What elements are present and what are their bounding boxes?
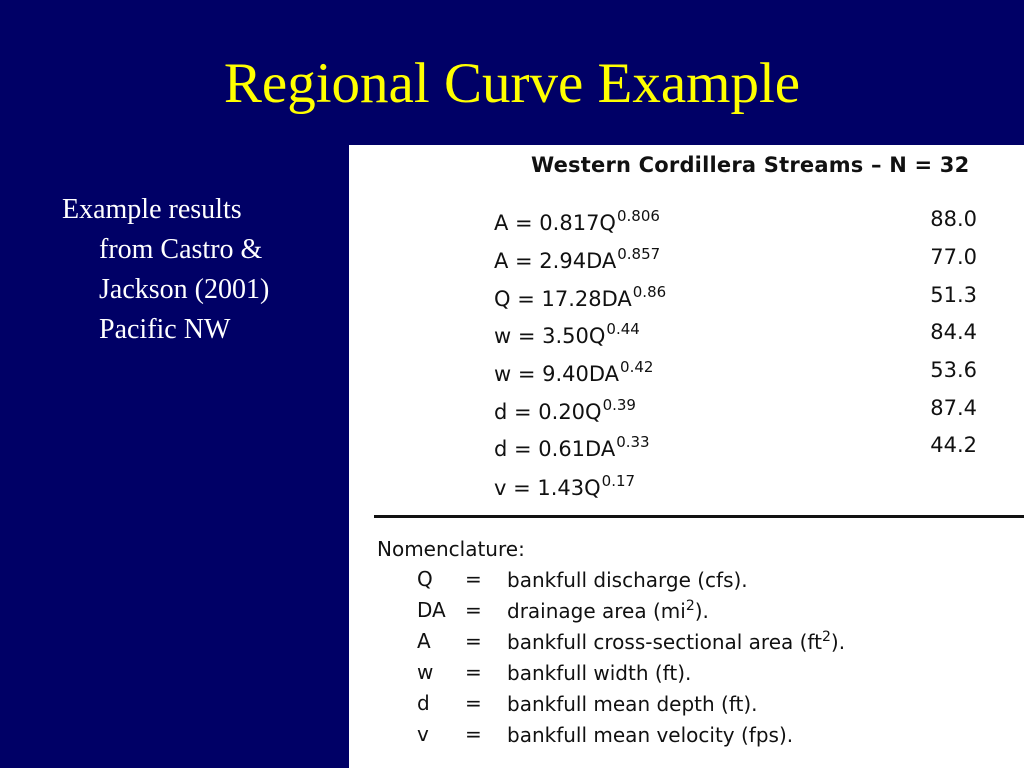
r-squared-value: 44.2 xyxy=(930,433,977,457)
equation: $Q = 17.28DA^{0.86}$ xyxy=(494,283,667,311)
equation: $d = 0.61DA^{0.33}$ xyxy=(494,433,650,461)
nomenclature-symbol: Q xyxy=(417,567,433,591)
equals-sign: = xyxy=(465,660,482,684)
nomenclature-row xyxy=(417,691,977,721)
bullet-text xyxy=(62,190,332,350)
nomenclature-row xyxy=(417,722,977,752)
equation: $A = 0.817Q^{0.806}$ xyxy=(494,207,660,235)
nomenclature-definition: drainage area $(mi^2)$. xyxy=(507,598,709,623)
r-squared-value: 51.3 xyxy=(930,283,977,307)
nomenclature-definition: bankfull mean velocity (fps). xyxy=(507,723,794,747)
bullet-line: Jackson (2001) xyxy=(99,274,270,305)
r-squared-value: 87.4 xyxy=(930,396,977,420)
equation: $A = 2.94DA^{0.857}$ xyxy=(494,245,661,273)
nomenclature-definition: bankfull mean depth (ft). xyxy=(507,692,758,716)
equals-sign: = xyxy=(465,629,482,653)
r-squared-value: 53.6 xyxy=(930,358,977,382)
nomenclature-definition: bankfull width (ft). xyxy=(507,661,692,685)
equation-row xyxy=(494,283,994,319)
r-squared-value: 84.4 xyxy=(930,320,977,344)
nomenclature-symbol: A xyxy=(417,629,431,653)
equals-sign: = xyxy=(465,567,482,591)
nomenclature-heading: Nomenclature: xyxy=(377,537,525,561)
slide-title: Regional Curve Example xyxy=(223,52,801,115)
nomenclature-row xyxy=(417,567,977,597)
nomenclature-definition: bankfull discharge (cfs). xyxy=(507,568,748,592)
nomenclature-definition: bankfull cross-sectional area $(ft^2)$. xyxy=(507,629,846,654)
equation-row xyxy=(494,358,994,394)
equation-row xyxy=(494,320,994,356)
equals-sign: = xyxy=(465,598,482,622)
nomenclature-row xyxy=(417,660,977,690)
equation-row xyxy=(494,207,994,243)
bullet-line: Example results xyxy=(62,194,242,225)
table-divider xyxy=(374,515,1024,518)
equation-row xyxy=(494,396,994,432)
nomenclature-symbol: w xyxy=(417,660,434,684)
equation-row xyxy=(494,245,994,281)
nomenclature-symbol: d xyxy=(417,691,430,715)
bullet-line: Pacific NW xyxy=(99,314,231,345)
equals-sign: = xyxy=(465,691,482,715)
equation-row xyxy=(494,433,994,469)
table-heading: Western Cordillera Streams – N = 32 xyxy=(531,153,970,177)
nomenclature-row xyxy=(417,598,977,628)
regression-table-image xyxy=(349,145,1024,768)
r-squared-value: 77.0 xyxy=(930,245,977,269)
nomenclature-symbol: v xyxy=(417,722,429,746)
equation: $w = 3.50Q^{0.44}$ xyxy=(494,320,640,348)
bullet-line: from Castro & xyxy=(99,234,263,265)
equation: $v = 1.43Q^{0.17}$ xyxy=(494,472,636,500)
nomenclature-symbol: DA xyxy=(417,598,446,622)
equals-sign: = xyxy=(465,722,482,746)
equation: $d = 0.20Q^{0.39}$ xyxy=(494,396,636,424)
equation: $w = 9.40DA^{0.42}$ xyxy=(494,358,654,386)
equation-row xyxy=(494,472,994,508)
nomenclature-row xyxy=(417,629,977,659)
r-squared-value: 88.0 xyxy=(930,207,977,231)
